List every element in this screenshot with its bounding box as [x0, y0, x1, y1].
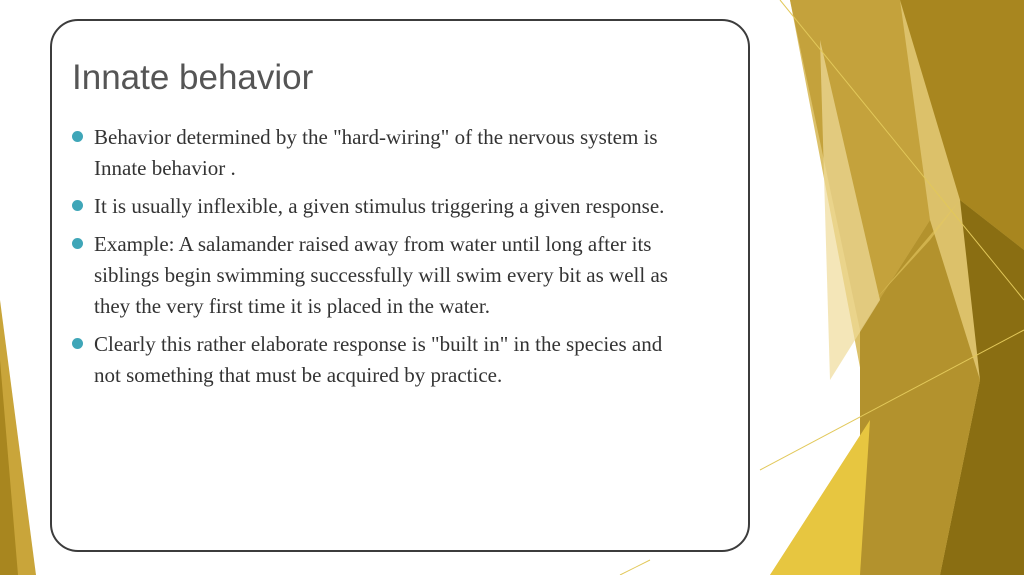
bullet-dot-icon [72, 238, 83, 249]
slide-title: Innate behavior [72, 58, 314, 97]
bullet-item [72, 229, 672, 322]
bullet-text: It is usually inflexible, a given stimulus triggering a given response. [94, 194, 665, 218]
bullet-dot-icon [72, 338, 83, 349]
bullet-list [72, 122, 672, 398]
bullet-text: Clearly this rather elaborate response is "built in" in the species and not something that must be acquired by practice. [94, 332, 663, 387]
gold-line [620, 560, 650, 575]
bullet-dot-icon [72, 131, 83, 142]
bullet-item [72, 122, 672, 184]
bullet-item [72, 191, 672, 222]
bullet-text: Example: A salamander raised away from water until long after its siblings begin swimming successfully will swim every bit as well as they the very first time it is placed in the water. [94, 232, 668, 318]
bullet-item [72, 329, 672, 391]
gold-facet [770, 420, 870, 575]
bullet-text: Behavior determined by the "hard-wiring" of the nervous system is Innate behavior . [94, 125, 658, 180]
bullet-dot-icon [72, 200, 83, 211]
